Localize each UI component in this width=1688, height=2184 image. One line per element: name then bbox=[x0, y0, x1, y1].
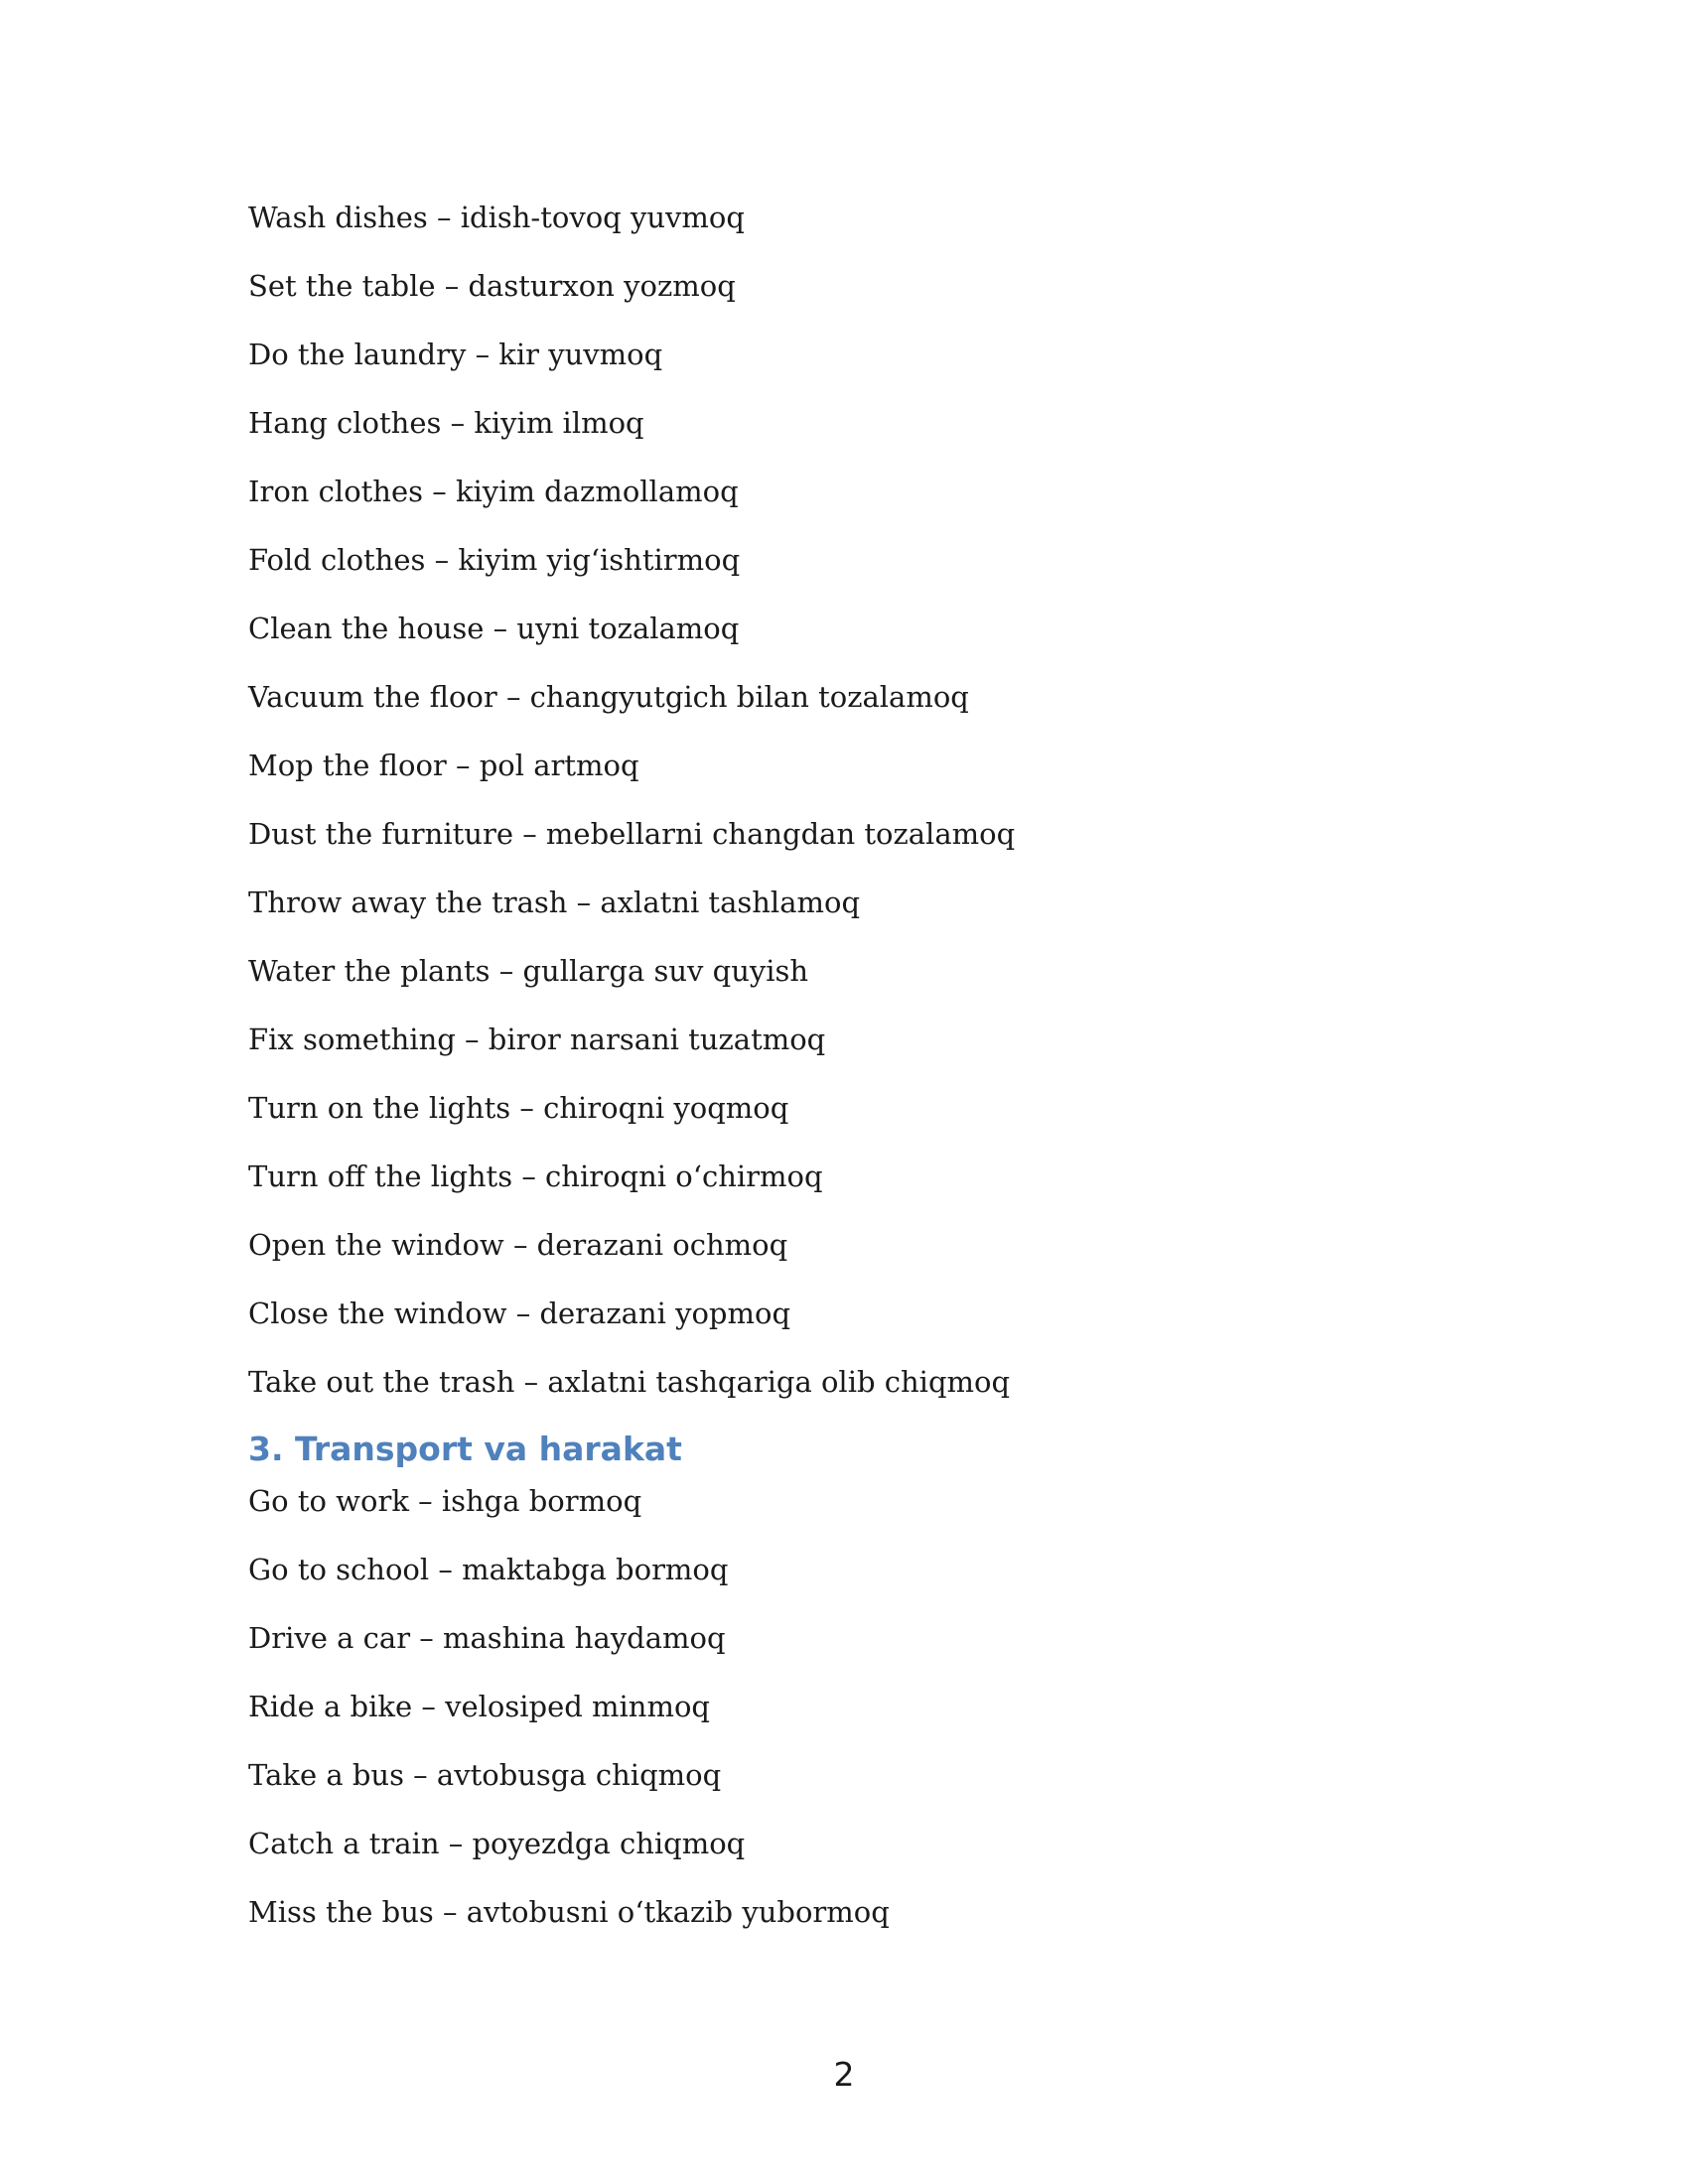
phrase-item: Vacuum the floor – changyutgich bilan tozalamoq bbox=[248, 680, 969, 714]
phrase-item: Go to work – ishga bormoq bbox=[248, 1484, 642, 1518]
phrase-item: Fix something – biror narsani tuzatmoq bbox=[248, 1023, 826, 1056]
phrase-item: Turn off the lights – chiroqni o‘chirmoq bbox=[248, 1160, 823, 1193]
phrase-item: Take out the trash – axlatni tashqariga olib chiqmoq bbox=[248, 1365, 1011, 1399]
phrase-item: Wash dishes – idish-tovoq yuvmoq bbox=[248, 201, 745, 234]
phrase-item: Throw away the trash – axlatni tashlamoq bbox=[248, 886, 861, 919]
phrase-item: Set the table – dasturxon yozmoq bbox=[248, 269, 736, 303]
phrase-item: Miss the bus – avtobusni o‘tkazib yubormoq bbox=[248, 1895, 890, 1929]
phrase-item: Go to school – maktabga bormoq bbox=[248, 1553, 729, 1586]
phrase-item: Open the window – derazani ochmoq bbox=[248, 1228, 788, 1262]
phrase-item: Ride a bike – velosiped minmoq bbox=[248, 1690, 710, 1723]
phrase-item: Clean the house – uyni tozalamoq bbox=[248, 612, 740, 645]
phrase-item: Hang clothes – kiyim ilmoq bbox=[248, 406, 644, 440]
phrase-item: Iron clothes – kiyim dazmollamoq bbox=[248, 475, 739, 508]
phrase-item: Close the window – derazani yopmoq bbox=[248, 1297, 791, 1330]
phrase-item: Dust the furniture – mebellarni changdan tozalamoq bbox=[248, 817, 1016, 851]
phrase-item: Water the plants – gullarga suv quyish bbox=[248, 954, 809, 988]
phrase-item: Take a bus – avtobusga chiqmoq bbox=[248, 1758, 722, 1792]
phrase-item: Drive a car – mashina haydamoq bbox=[248, 1621, 726, 1655]
page-number: 2 bbox=[833, 2055, 855, 2094]
household-phrase-list bbox=[248, 184, 1015, 1417]
phrase-item: Do the laundry – kir yuvmoq bbox=[248, 338, 663, 371]
phrase-item: Mop the floor – pol artmoq bbox=[248, 749, 639, 782]
transport-phrase-list bbox=[248, 1467, 890, 1947]
phrase-item: Turn on the lights – chiroqni yoqmoq bbox=[248, 1091, 789, 1125]
phrase-item: Fold clothes – kiyim yig‘ishtirmoq bbox=[248, 543, 741, 577]
section-heading: 3. Transport va harakat bbox=[248, 1430, 682, 1468]
phrase-item: Catch a train – poyezdga chiqmoq bbox=[248, 1827, 746, 1860]
